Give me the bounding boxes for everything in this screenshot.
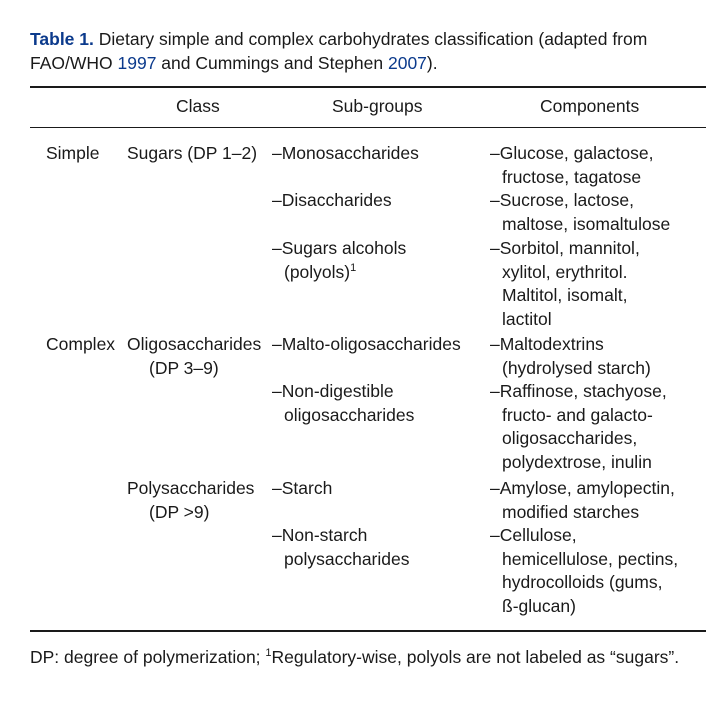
row-components xyxy=(490,477,675,524)
component-line: –Sorbitol, mannitol, xyxy=(490,238,640,258)
subgroup-line: –Non-digestible xyxy=(272,381,394,401)
class-line: Polysaccharides xyxy=(127,478,255,498)
subgroup-line: –Monosaccharides xyxy=(272,143,419,163)
component-line: oligosaccharides, xyxy=(502,428,638,448)
class-line: Oligosaccharides xyxy=(127,334,262,354)
component-line: –Raffinose, stachyose, xyxy=(490,381,667,401)
component-line: Maltitol, isomalt, xyxy=(502,285,628,305)
header-subgroups: Sub-groups xyxy=(332,96,423,116)
row-subgroup xyxy=(272,524,409,571)
row-class-oligosaccharides xyxy=(127,333,261,380)
subgroup-line: –Malto-oligosaccharides xyxy=(272,334,461,354)
component-line: maltose, isomaltulose xyxy=(502,213,671,234)
table-bottom-rule xyxy=(30,630,706,632)
table-label: Table 1. xyxy=(30,29,94,49)
component-line: hydrocolloids (gums, xyxy=(502,572,663,592)
caption-text-after: ). xyxy=(426,53,438,73)
subgroup-line: –Non-starch xyxy=(272,525,368,545)
caption-text-before: Dietary simple and complex carbohydrates classification (adapted from FAO/WHO xyxy=(30,29,648,73)
row-components xyxy=(490,333,651,380)
subgroup-line-2 xyxy=(272,261,406,285)
subgroup-line: oligosaccharides xyxy=(284,404,415,425)
component-line: modified starches xyxy=(502,501,640,522)
component-line: polydextrose, inulin xyxy=(502,451,652,472)
footnote-superscript: 1 xyxy=(265,647,272,659)
table-header-rule xyxy=(30,127,706,128)
subgroup-line: –Disaccharides xyxy=(272,190,392,210)
caption-reference-2007[interactable]: 2007 xyxy=(387,53,427,73)
row-subgroup xyxy=(272,189,392,213)
component-line: fructo- and galacto- xyxy=(502,404,653,425)
row-subgroup xyxy=(272,477,332,501)
row-subgroup xyxy=(272,333,461,357)
component-line: –Maltodextrins xyxy=(490,334,604,354)
row-subgroup xyxy=(272,237,406,284)
component-line: hemicellulose, pectins, xyxy=(502,548,679,569)
component-line: (hydrolysed starch) xyxy=(502,357,651,378)
header-components: Components xyxy=(540,96,640,116)
footnote-text-before: DP: degree of polymerization; xyxy=(30,647,266,667)
component-line: ß-glucan) xyxy=(502,595,576,616)
row-class-sugars: Sugars (DP 1–2) xyxy=(127,143,258,163)
component-line: –Glucose, galactose, xyxy=(490,143,654,163)
footnote-text-after: Regulatory-wise, polyols are not labeled as “sugars”. xyxy=(271,647,680,667)
row-subgroup xyxy=(272,142,419,166)
component-line: lactitol xyxy=(502,308,552,329)
component-line: –Sucrose, lactose, xyxy=(490,190,634,210)
row-subgroup xyxy=(272,380,414,427)
table-caption xyxy=(30,27,710,75)
subgroup-line: –Sugars alcohols xyxy=(272,238,407,258)
row-components xyxy=(490,142,653,189)
row-type-complex: Complex xyxy=(46,334,116,354)
table-top-rule xyxy=(30,86,706,88)
class-line: (DP >9) xyxy=(149,501,210,522)
caption-reference-1997[interactable]: 1997 xyxy=(117,53,157,73)
caption-text-mid: and Cummings and Stephen xyxy=(156,53,388,73)
row-components xyxy=(490,237,640,331)
table-footnote xyxy=(30,645,679,669)
row-components xyxy=(490,380,667,474)
class-line: (DP 3–9) xyxy=(149,357,219,378)
subgroup-line: (polyols) xyxy=(284,261,351,282)
row-type-simple: Simple xyxy=(46,143,100,163)
component-line: fructose, tagatose xyxy=(502,166,642,187)
header-class: Class xyxy=(176,96,220,116)
row-components xyxy=(490,524,678,618)
subgroup-line: –Starch xyxy=(272,478,333,498)
footnote-marker[interactable]: 1 xyxy=(350,261,357,274)
component-line: xylitol, erythritol. xyxy=(502,261,628,282)
component-line: –Amylose, amylopectin, xyxy=(490,478,675,498)
component-line: –Cellulose, xyxy=(490,525,577,545)
row-class-polysaccharides xyxy=(127,477,254,524)
subgroup-line: polysaccharides xyxy=(284,548,410,569)
row-components xyxy=(490,189,670,236)
